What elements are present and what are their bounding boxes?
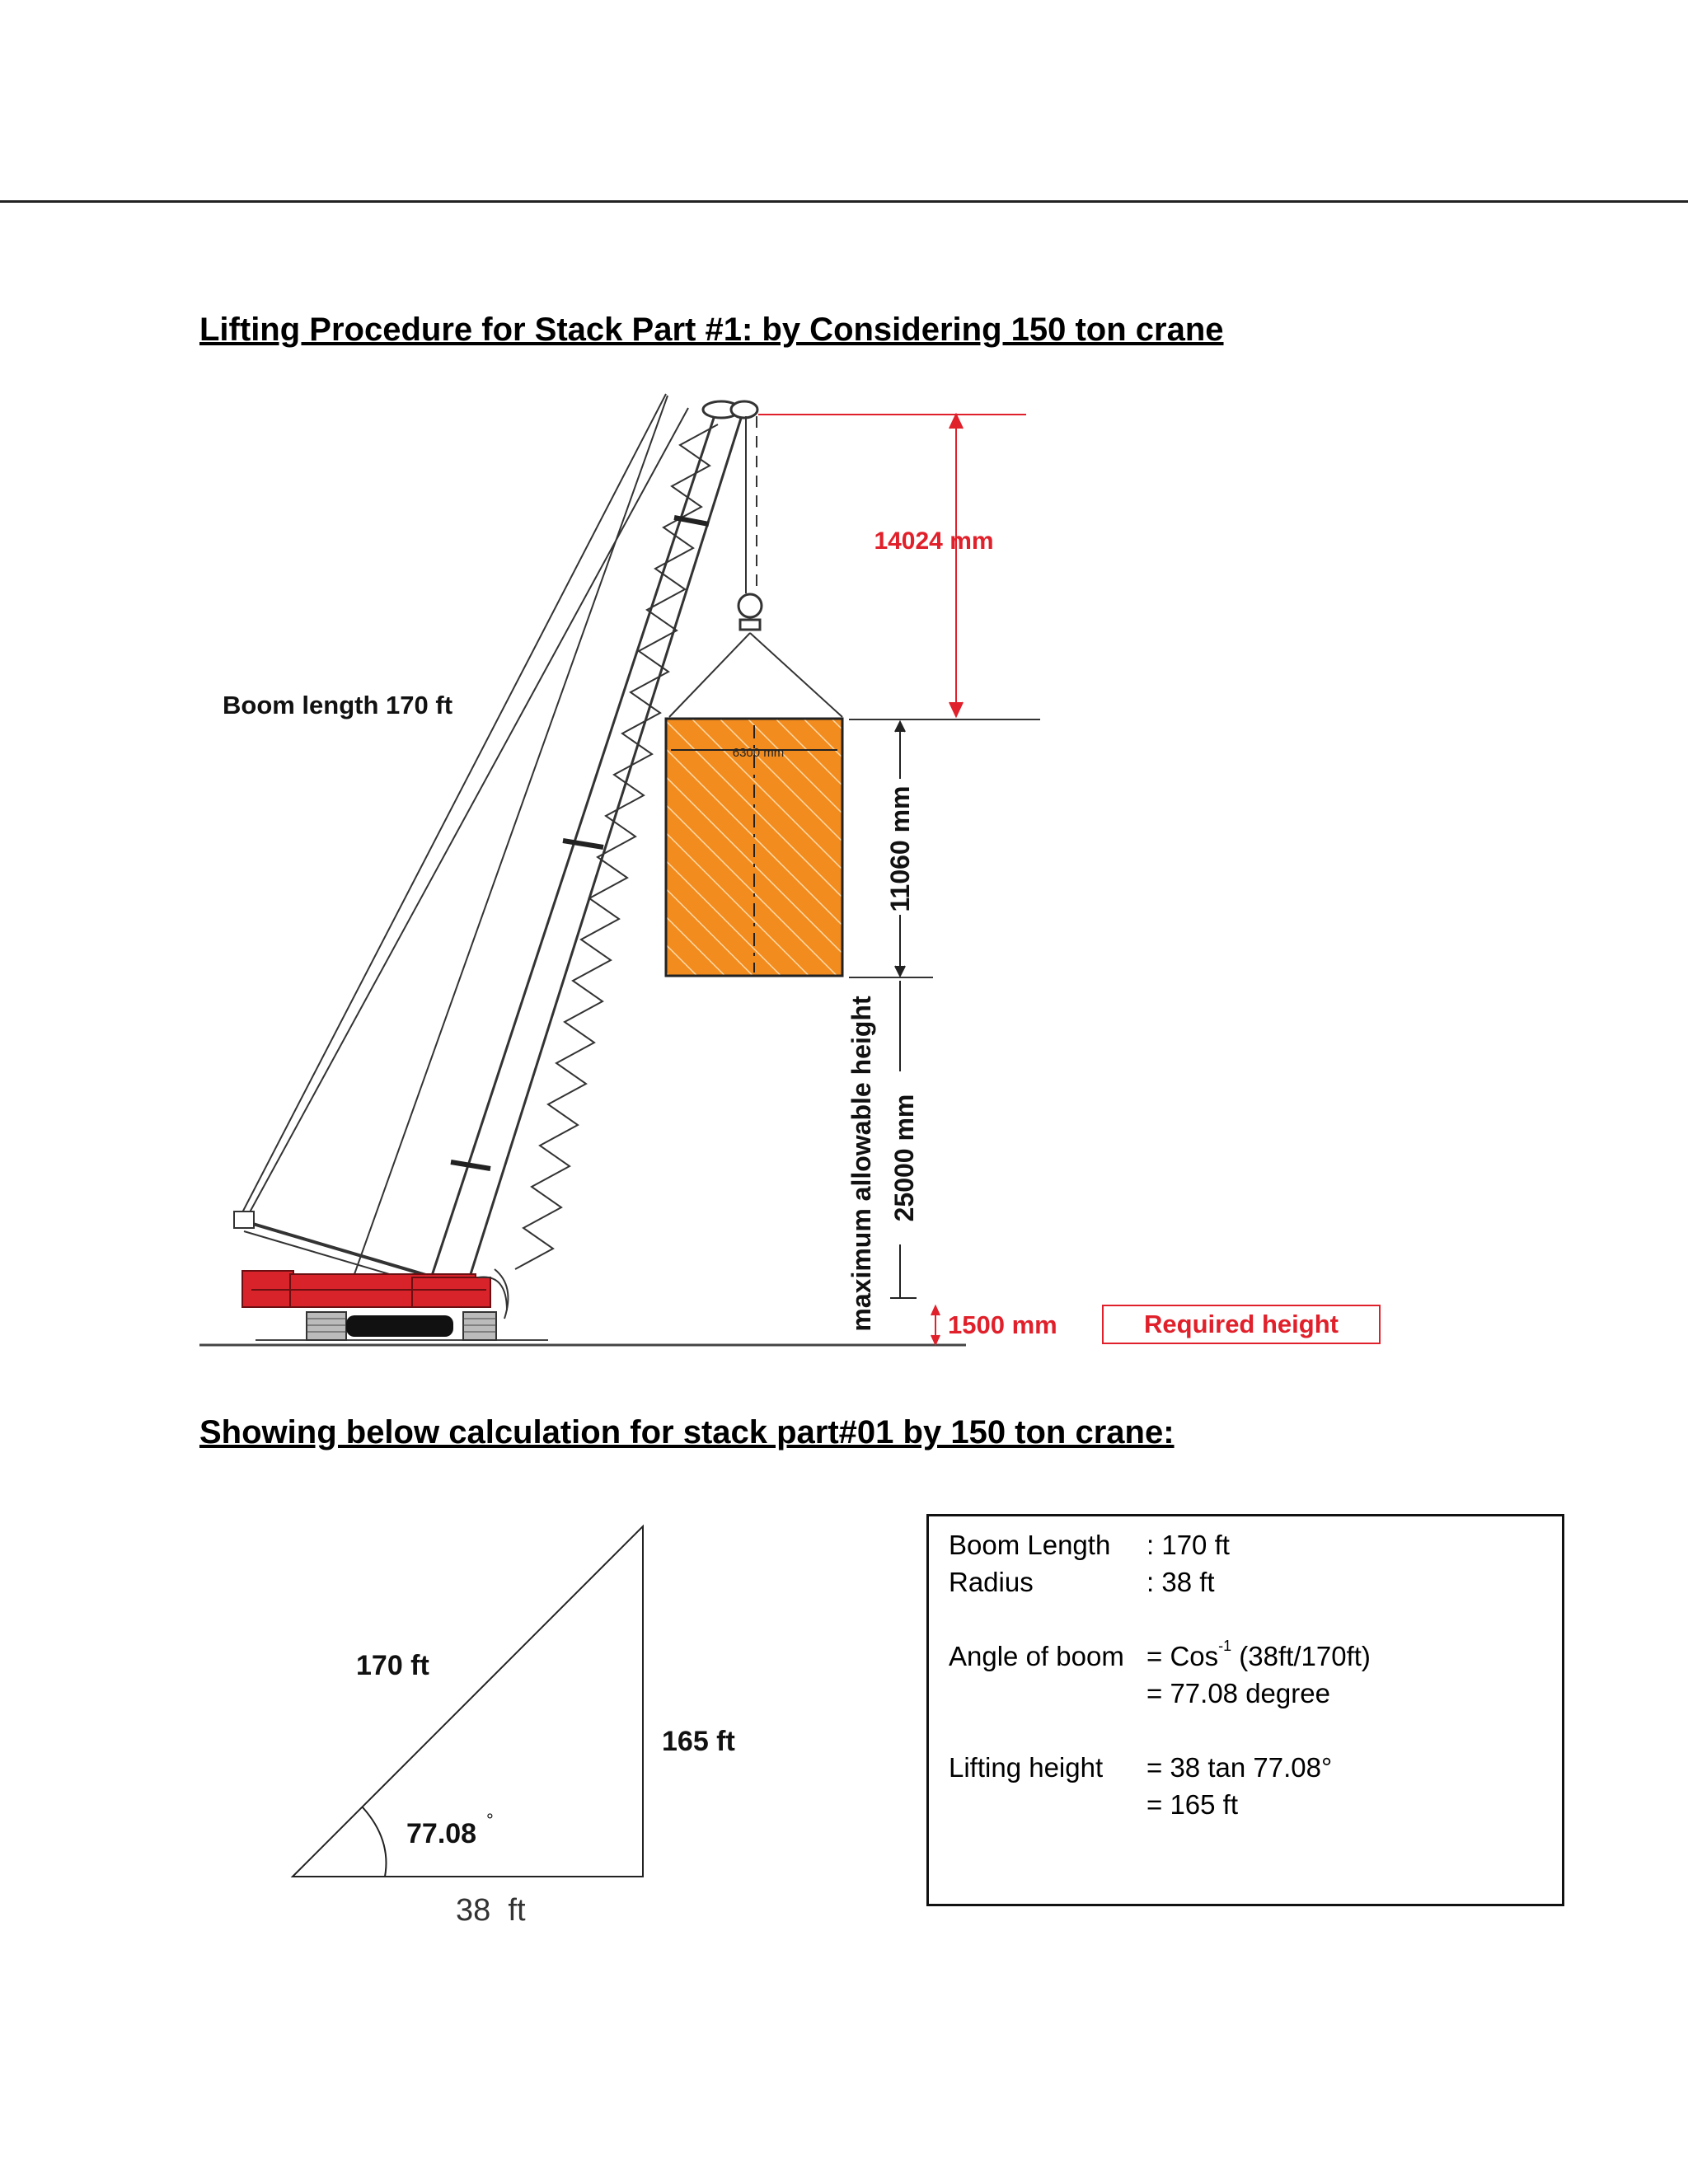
load-width-label: 6300 mm — [732, 746, 785, 760]
boom-triangle — [247, 1508, 824, 1937]
boom-tip — [703, 401, 757, 418]
angle-formula-exponent: -1 — [1218, 1638, 1232, 1654]
angle-result-row — [949, 1675, 1330, 1712]
ground-clearance-dimension — [931, 1306, 940, 1344]
calculation-box — [926, 1514, 1564, 1906]
procedure-heading: Lifting Procedure for Stack Part #1: by Considering 150 ton crane — [199, 312, 1224, 348]
angle-row — [949, 1638, 1371, 1675]
hypotenuse-label: 170 ft — [356, 1650, 429, 1681]
header-divider — [0, 200, 1688, 203]
load-height-label: 11060 mm — [885, 785, 915, 912]
angle-result: = 77.08 degree — [1146, 1678, 1330, 1708]
angle-degree-symbol: ° — [486, 1810, 494, 1830]
angle-arc — [363, 1807, 386, 1877]
required-height-label: Required height — [1144, 1310, 1339, 1338]
ground-clearance-label: 1500 mm — [948, 1310, 1057, 1339]
max-height-value: 25000 mm — [889, 1094, 919, 1222]
radius-value: : 38 ft — [1146, 1567, 1215, 1597]
height-result: = 165 ft — [1146, 1789, 1239, 1820]
height-key: Lifting height — [949, 1752, 1104, 1783]
height-result-row — [949, 1786, 1238, 1823]
boom-length-label: Boom length 170 ft — [223, 691, 453, 719]
top-clearance-label: 14024 mm — [874, 527, 994, 555]
angle-formula-suffix: (38ft/170ft) — [1231, 1641, 1371, 1671]
height-formula: = 38 tan 77.08° — [1146, 1752, 1333, 1783]
angle-key: Angle of boom — [949, 1641, 1124, 1671]
hook-block — [738, 594, 762, 630]
max-height-caption: maximum allowable height — [846, 996, 876, 1332]
radius-key: Radius — [949, 1567, 1034, 1597]
slings — [669, 633, 842, 717]
top-clearance-dimension — [950, 415, 963, 716]
height-row — [949, 1749, 1332, 1786]
boom-pendants — [241, 394, 688, 1286]
radius-row — [949, 1563, 1215, 1601]
calculation-heading: Showing below calculation for stack part#01 by 150 ton crane: — [199, 1414, 1175, 1451]
opposite-label: 165 ft — [662, 1726, 735, 1757]
angle-formula-prefix: = Cos — [1146, 1641, 1219, 1671]
crane-tracks — [307, 1312, 496, 1340]
boom-length-row — [949, 1526, 1230, 1563]
boom-length-key: Boom Length — [949, 1530, 1111, 1560]
angle-label: 77.08 — [406, 1818, 477, 1849]
adjacent-label: 38 ft — [456, 1893, 526, 1928]
boom-length-value: : 170 ft — [1146, 1530, 1230, 1560]
crane-diagram — [0, 379, 1688, 1368]
